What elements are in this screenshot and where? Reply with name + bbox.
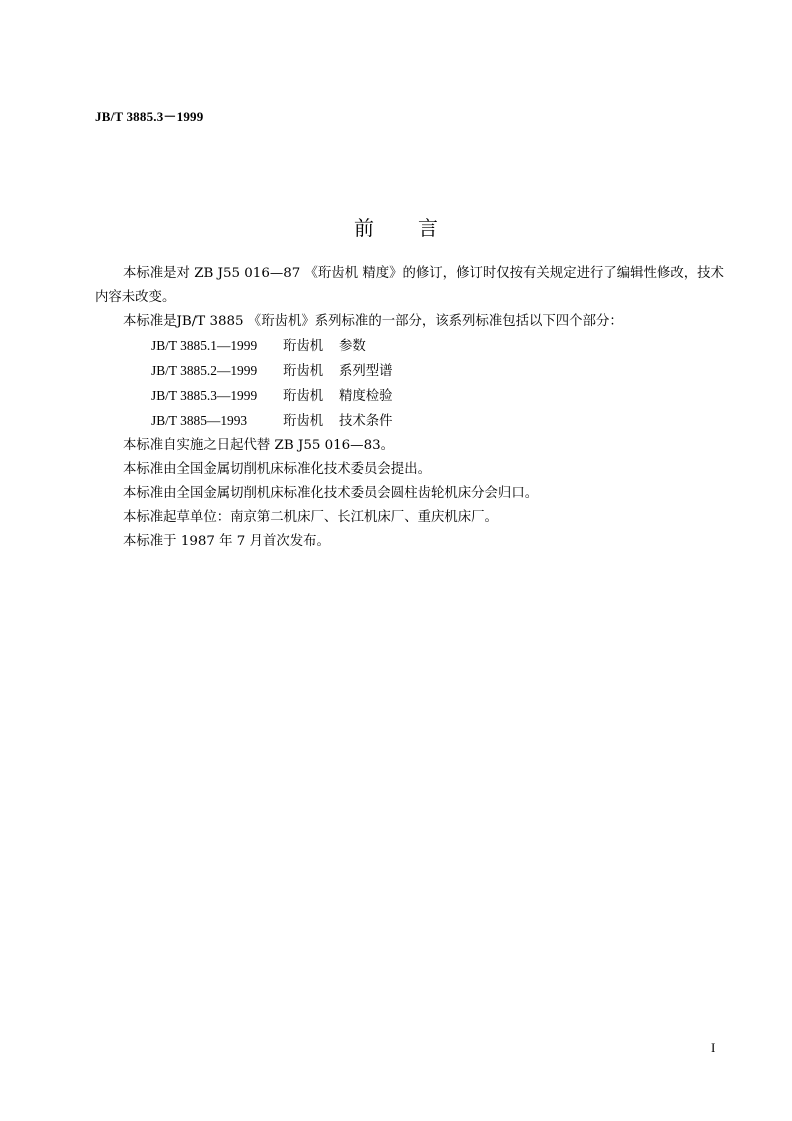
foreword-body	[95, 262, 725, 554]
paragraph-first-issued: 本标准于 1987 年 7 月首次发布。	[123, 534, 330, 549]
part-title: 系列型谱	[339, 364, 393, 379]
part-title: 参数	[339, 339, 366, 354]
part-code: JB/T 3885.3—1999	[151, 388, 258, 403]
page-number: I	[711, 1040, 716, 1055]
paragraph-proposed-by: 本标准由全国金属切削机床标准化技术委员会提出。	[123, 462, 431, 477]
list-item	[95, 359, 725, 384]
paragraph-series: 本标准是JB/T 3885 《珩齿机》系列标准的一部分，该系列标准包括以下四个部分：	[123, 314, 623, 329]
list-item	[95, 409, 725, 434]
part-title: 精度检验	[339, 389, 393, 404]
page-title: 前言	[354, 216, 482, 240]
paragraph-under-jurisdiction: 本标准由全国金属切削机床标准化技术委员会圆柱齿轮机床分会归口。	[123, 486, 539, 501]
list-item	[95, 384, 725, 409]
part-code: JB/T 3885.2—1999	[151, 363, 258, 378]
paragraph-drafting-units: 本标准起草单位：南京第二机床厂、长江机床厂、重庆机床厂。	[123, 510, 498, 525]
part-code: JB/T 3885—1993	[151, 413, 248, 428]
part-machine-name: 珩齿机	[283, 339, 324, 354]
paragraph-revision: 本标准是对 ZB J55 016—87 《珩齿机 精度》的修订，修订时仅按有关规定进行了编辑性修改，技术内容未改变。	[95, 266, 724, 305]
list-item	[95, 334, 725, 359]
part-machine-name: 珩齿机	[283, 364, 324, 379]
part-title: 技术条件	[339, 414, 393, 429]
standard-code: JB/T 3885.3－1999	[95, 109, 204, 124]
part-machine-name: 珩齿机	[283, 414, 324, 429]
paragraph-replaces: 本标准自实施之日起代替 ZB J55 016—83。	[123, 438, 394, 453]
part-machine-name: 珩齿机	[283, 389, 324, 404]
part-code: JB/T 3885.1—1999	[151, 338, 258, 353]
